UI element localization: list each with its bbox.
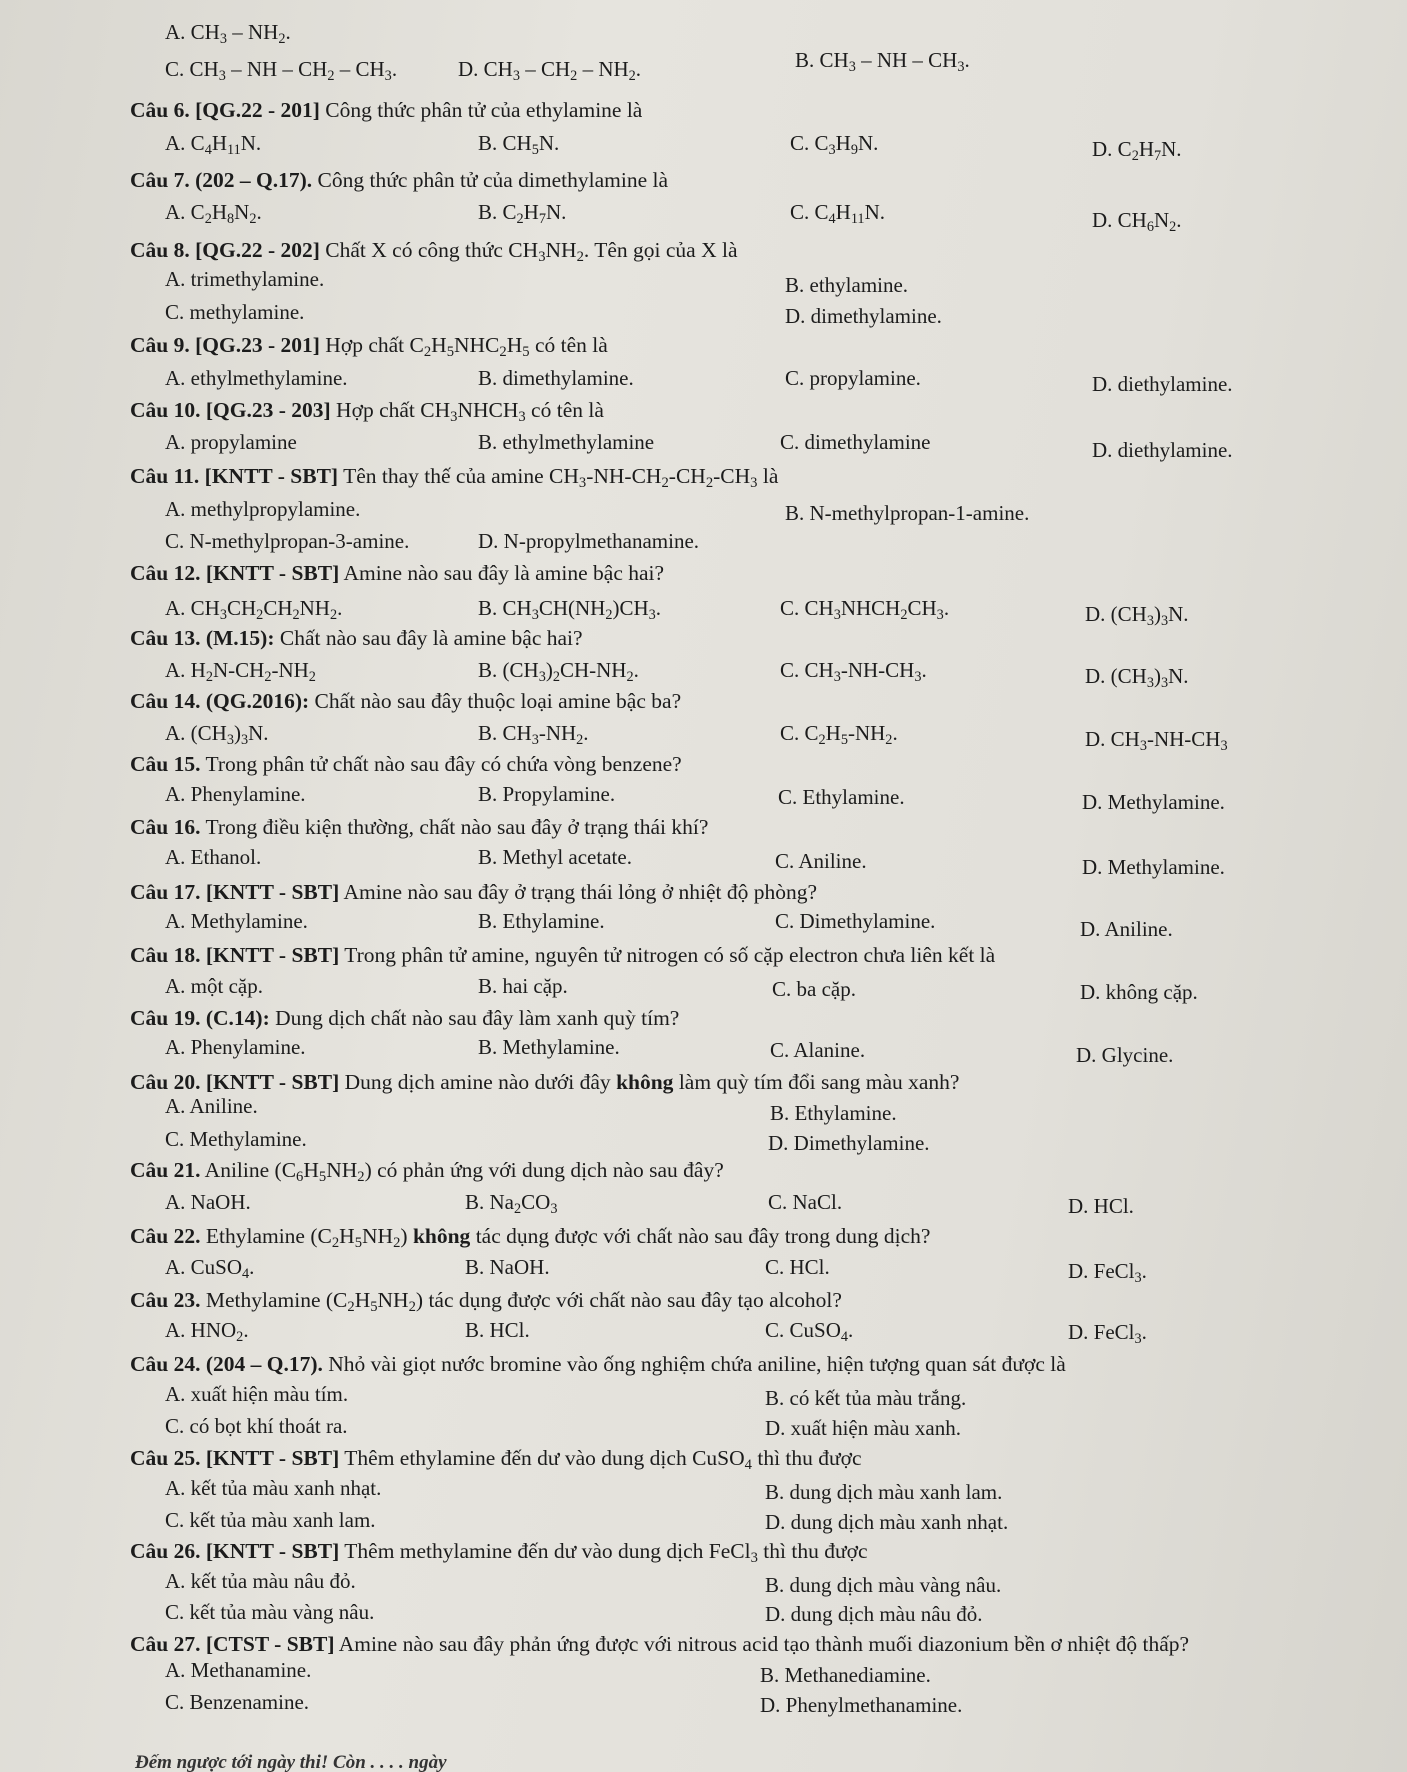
question-text: Câu 15. Trong phân tử chất nào sau đây có chứa vòng benzene? <box>130 752 682 776</box>
question-text: Câu 23. Methylamine $(C_2H_5NH_2)$ tác dụng được với chất nào sau đây tạo alcohol? <box>130 1288 842 1316</box>
question-text: Câu 18. [KNTT - SBT] Trong phân tử amine, nguyên tử nitrogen có số cặp electron chưa liên kết là <box>130 943 996 967</box>
question-line <box>0 1006 1407 1030</box>
answer-option: D. diethylamine. <box>1092 372 1233 396</box>
question-line <box>0 1446 1407 1474</box>
question-text: Câu 11. [KNTT - SBT] Tên thay thế của amine $CH_3-NH-CH_2-CH_2-CH_3$ là <box>130 464 779 492</box>
answer-options-line <box>0 845 1407 879</box>
question-line <box>0 561 1407 585</box>
answer-options-line <box>0 1658 1407 1687</box>
answer-option: A. $(CH_3)_3N$. <box>165 721 269 748</box>
answer-options-line <box>0 131 1407 164</box>
answer-option: D. Phenylmethanamine. <box>760 1693 963 1717</box>
answer-option: C. $CH_3$ – NH – $CH_2 - CH_3$. <box>165 57 398 84</box>
answer-option: A. Methanamine. <box>165 1658 312 1682</box>
answer-option: C. dimethylamine <box>780 430 931 454</box>
question-line <box>0 1070 1407 1094</box>
answer-option: C. $C_3H_9N$. <box>790 131 879 158</box>
question-line <box>0 943 1407 967</box>
question-text: Câu 6. [QG.22 - 201] Công thức phân tử của ethylamine là <box>130 98 643 122</box>
answer-options-line <box>0 300 1407 328</box>
question-text: Câu 10. [QG.23 - 203] Hợp chất $CH_3NHCH_3$ có tên là <box>130 398 604 426</box>
question-text: Câu 19. (C.14): Dung dịch chất nào sau đây làm xanh quỳ tím? <box>130 1006 680 1030</box>
answer-option: B. có kết tủa màu trắng. <box>765 1386 967 1410</box>
answer-option: A. kết tủa màu xanh nhạt. <box>165 1476 382 1500</box>
answer-options-line <box>0 1255 1407 1286</box>
answer-option: B. $Na_2CO_3$ <box>465 1190 558 1217</box>
answer-option: D. diethylamine. <box>1092 438 1233 462</box>
answer-options-line <box>0 1318 1407 1347</box>
answer-option: B. Ethylamine. <box>478 909 605 933</box>
question-line <box>0 464 1407 492</box>
answer-option: C. $C_4H_{11}N$. <box>790 200 885 227</box>
question-text: Câu 17. [KNTT - SBT] Amine nào sau đây ở trạng thái lỏng ở nhiệt độ phòng? <box>130 880 818 904</box>
footer-text: Đếm ngược tới ngày thi! Còn . . . . ngày <box>135 1752 447 1772</box>
question-text: Câu 22. Ethylamine $(C_2H_5NH_2)$ không tác dụng được với chất nào sau đây trong dung dịch? <box>130 1224 931 1252</box>
answer-option: D. Glycine. <box>1076 1043 1174 1067</box>
question-line <box>0 398 1407 426</box>
answer-options-line <box>0 974 1407 1004</box>
answer-option: B. hai cặp. <box>478 974 568 998</box>
answer-option: B. Propylamine. <box>478 782 616 806</box>
answer-option: A. một cặp. <box>165 974 263 998</box>
question-line <box>0 815 1407 839</box>
answer-option: D. dung dịch màu nâu đỏ. <box>765 1602 983 1626</box>
question-line <box>0 689 1407 713</box>
answer-option: C. có bọt khí thoát ra. <box>165 1414 348 1438</box>
answer-option: A. Phenylamine. <box>165 782 306 806</box>
answer-option: A. kết tủa màu nâu đỏ. <box>165 1569 356 1593</box>
answer-option: D. dimethylamine. <box>785 304 942 328</box>
question-text: Câu 13. (M.15): Chất nào sau đây là amine bậc hai? <box>130 626 583 650</box>
answer-option: A. $C_2H_8N_2$. <box>165 200 262 227</box>
answer-option: A. $H_2N-CH_2-NH_2$ <box>165 658 316 685</box>
answer-options-line <box>0 596 1407 629</box>
question-line <box>0 1539 1407 1567</box>
answer-option: A. methylpropylamine. <box>165 497 361 521</box>
answer-option: D. $(CH_3)_3N$. <box>1085 602 1189 629</box>
answer-option: A. Methylamine. <box>165 909 308 933</box>
answer-option: A. ethylmethylamine. <box>165 366 348 390</box>
question-line <box>0 1352 1407 1376</box>
answer-options-line <box>0 1382 1407 1410</box>
answer-option: B. NaOH. <box>465 1255 550 1279</box>
answer-option: B. ethylamine. <box>785 273 909 297</box>
answer-option: B. Ethylamine. <box>770 1101 897 1125</box>
answer-options-line <box>0 1190 1407 1218</box>
answer-options-line <box>0 430 1407 462</box>
answer-options-line <box>0 909 1407 941</box>
question-text: Câu 21. Aniline $(C_6H_5NH_2)$ có phản ứng với dung dịch nào sau đây? <box>130 1158 724 1186</box>
question-line <box>0 168 1407 192</box>
answer-option: A. NaOH. <box>165 1190 251 1214</box>
answer-option: A. $CH_3CH_2CH_2NH_2$. <box>165 596 343 623</box>
question-text: Câu 12. [KNTT - SBT] Amine nào sau đây là amine bậc hai? <box>130 561 665 585</box>
question-line <box>0 1288 1407 1316</box>
answer-option: B. dimethylamine. <box>478 366 634 390</box>
answer-option: D. $CH_3 - CH_2 - NH_2$. <box>458 57 642 84</box>
answer-option: C. $CH_3-NH-CH_3$. <box>780 658 927 685</box>
answer-option: D. Methylamine. <box>1082 790 1225 814</box>
answer-option: D. không cặp. <box>1080 980 1198 1004</box>
answer-options-line <box>0 529 1407 553</box>
answer-option: A. Aniline. <box>165 1094 258 1118</box>
question-line <box>0 880 1407 904</box>
answer-option: C. propylamine. <box>785 366 921 390</box>
question-line <box>0 752 1407 776</box>
question-text: Câu 26. [KNTT - SBT] Thêm methylamine đến dư vào dung dịch FeCl$_3$ thì thu được <box>130 1539 868 1567</box>
answer-option: C. Aniline. <box>775 849 867 873</box>
footer-line <box>0 1752 1407 1772</box>
question-text: Câu 8. [QG.22 - 202] Chất X có công thức $CH_3NH_2$. Tên gọi của X là <box>130 238 738 266</box>
answer-options-line <box>0 658 1407 691</box>
answer-option: A. Phenylamine. <box>165 1035 306 1059</box>
question-line <box>0 238 1407 266</box>
answer-options-line <box>0 1414 1407 1440</box>
question-text: Câu 9. [QG.23 - 201] Hợp chất $C_2H_5NHC_2H_5$ có tên là <box>130 333 608 361</box>
answer-option: D. Aniline. <box>1080 917 1173 941</box>
answer-option: D. HCl. <box>1068 1194 1134 1218</box>
question-text: Câu 25. [KNTT - SBT] Thêm ethylamine đến dư vào dung dịch CuSO$_4$ thì thu được <box>130 1446 862 1474</box>
answer-option: C. Benzenamine. <box>165 1690 310 1714</box>
question-text: Câu 16. Trong điều kiện thường, chất nào sau đây ở trạng thái khí? <box>130 815 709 839</box>
answer-option: A. propylamine <box>165 430 297 454</box>
answer-option: C. Dimethylamine. <box>775 909 936 933</box>
answer-option: D. Dimethylamine. <box>768 1131 930 1155</box>
answer-option: D. FeCl$_3$. <box>1068 1259 1147 1286</box>
answer-option: B. Methyl acetate. <box>478 845 632 869</box>
answer-option: C. kết tủa màu xanh lam. <box>165 1508 376 1532</box>
answer-option: A. CuSO$_4$. <box>165 1255 255 1282</box>
answer-option: B. $C_2H_7N$. <box>478 200 567 227</box>
question-text: Câu 24. (204 – Q.17). Nhỏ vài giọt nước bromine vào ống nghiệm chứa aniline, hiện tượng quan sát được là <box>130 1352 1066 1376</box>
answer-options-line <box>0 1690 1407 1717</box>
question-line <box>0 1632 1407 1656</box>
question-line <box>0 1224 1407 1252</box>
answer-option: C. CuSO$_4$. <box>765 1318 854 1345</box>
answer-options-line <box>0 1569 1407 1597</box>
answer-option: D. $(CH_3)_3N$. <box>1085 664 1189 691</box>
answer-option: B. $CH_5N$. <box>478 131 560 158</box>
answer-option: B. N-methylpropan-1-amine. <box>785 501 1030 525</box>
answer-option: B. $CH_3$ – NH – $CH_3$. <box>795 48 970 75</box>
answer-option: C. HCl. <box>765 1255 830 1279</box>
answer-option: B. HCl. <box>465 1318 530 1342</box>
answer-option: D. $CH_6N_2$. <box>1092 208 1182 235</box>
answer-option: C. N-methylpropan-3-amine. <box>165 529 410 553</box>
answer-option: B. $(CH_3)_2CH-NH_2$. <box>478 658 639 685</box>
answer-option: C. Methylamine. <box>165 1127 307 1151</box>
answer-option: C. Alanine. <box>770 1038 866 1062</box>
answer-option: C. NaCl. <box>768 1190 843 1214</box>
question-line <box>0 626 1407 650</box>
question-text: Câu 20. [KNTT - SBT] Dung dịch amine nào dưới đây không làm quỳ tím đổi sang màu xanh? <box>130 1070 960 1094</box>
answer-option: D. N-propylmethanamine. <box>478 529 700 553</box>
answer-option: C. Ethylamine. <box>778 785 905 809</box>
answer-option: B. dung dịch màu vàng nâu. <box>765 1573 1002 1597</box>
answer-options-line <box>0 1508 1407 1534</box>
answer-option: A. xuất hiện màu tím. <box>165 1382 349 1406</box>
question-line <box>0 98 1407 122</box>
answer-option: B. $CH_3CH(NH_2)CH_3$. <box>478 596 662 623</box>
answer-option: D. $C_2H_7N$. <box>1092 137 1182 164</box>
answer-option: C. methylamine. <box>165 300 305 324</box>
answer-option: D. $CH_3-NH-CH_3$ <box>1085 727 1228 754</box>
answer-option: D. Methylamine. <box>1082 855 1225 879</box>
answer-option: A. $CH_3 - NH_2$. <box>165 20 291 47</box>
answer-option: C. ba cặp. <box>772 977 856 1001</box>
answer-option: B. $CH_3-NH_2$. <box>478 721 589 748</box>
answer-option: A. $C_4H_{11}N$. <box>165 131 262 158</box>
answer-options-line <box>0 267 1407 297</box>
answer-option: B. Methanediamine. <box>760 1663 931 1687</box>
answer-option: A. $HNO_2$. <box>165 1318 249 1345</box>
answer-options-line <box>0 1476 1407 1504</box>
answer-options-line <box>0 366 1407 396</box>
question-text: Câu 14. (QG.2016): Chất nào sau đây thuộc loại amine bậc ba? <box>130 689 682 713</box>
answer-option: A. Ethanol. <box>165 845 262 869</box>
answer-options-line <box>0 497 1407 525</box>
answer-options-line <box>0 1127 1407 1155</box>
answer-option: D. dung dịch màu xanh nhạt. <box>765 1510 1009 1534</box>
answer-option: C. $C_2H_5-NH_2$. <box>780 721 898 748</box>
answer-option: B. Methylamine. <box>478 1035 620 1059</box>
answer-option: C. $CH_3NHCH_2CH_3$. <box>780 596 950 623</box>
answer-options-line <box>0 1600 1407 1626</box>
answer-option: B. ethylmethylamine <box>478 430 655 454</box>
answer-options-line <box>0 721 1407 754</box>
answer-option: A. trimethylamine. <box>165 267 325 291</box>
question-line <box>0 1158 1407 1186</box>
answer-option: D. xuất hiện màu xanh. <box>765 1416 961 1440</box>
answer-option: D. FeCl$_3$. <box>1068 1320 1147 1347</box>
question-text: Câu 7. (202 – Q.17). Công thức phân tử của dimethylamine là <box>130 168 669 192</box>
answer-options-line <box>0 200 1407 235</box>
answer-option: B. dung dịch màu xanh lam. <box>765 1480 1003 1504</box>
answer-option: C. kết tủa màu vàng nâu. <box>165 1600 375 1624</box>
question-text: Câu 27. [CTST - SBT] Amine nào sau đây phản ứng được với nitrous acid tạo thành muối diazonium bền ơ nhiệt độ thấp? <box>130 1632 1190 1656</box>
answer-options-line <box>0 782 1407 814</box>
answer-options-line <box>0 1035 1407 1067</box>
question-line <box>0 333 1407 361</box>
answer-options-line <box>0 1094 1407 1125</box>
